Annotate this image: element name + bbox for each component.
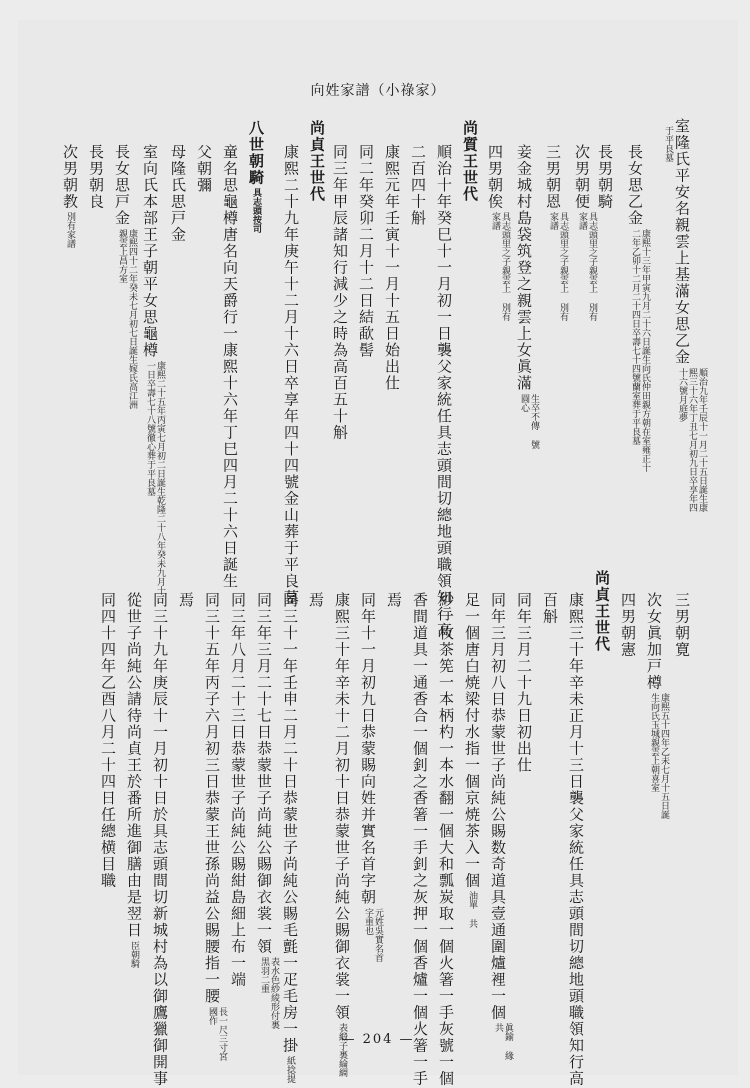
text-column: 紗一枚茶筅一本柄杓一本水翻一個大和瓢炭取一個火箸一手灰號一個 bbox=[437, 592, 455, 1087]
annotation: 別有家譜 bbox=[65, 212, 75, 248]
text-column: 長女思乙金康熙十三年甲寅九月二十六日誕生向氏仲田親方朝在室雍正十二年乙卯十二月二十四日卒壽七十四號蘭室葬于平良墓 bbox=[626, 144, 650, 472]
text-column: 足一個唐白焼梁付水指一個京焼茶入一個油單 共 bbox=[460, 592, 484, 931]
annotation: 順治九年壬辰十一月二十五日誕生康熙三十六年丁丑七月初九日卒享年四十六號月庭夢 bbox=[677, 367, 707, 512]
text-column: 次男朝教別有家譜 bbox=[58, 144, 82, 262]
text-column: 同年十一月初九日恭蒙賜向姓并實名首字朝元姓吳實名首字重也 bbox=[356, 592, 383, 968]
annotation: 康熙四十二年癸未七月初七日誕生嫁氏高江洲親雲上昌方室 bbox=[117, 228, 137, 409]
text-column: 同三十五年丙子六月初三日恭蒙王世孫尚益公賜腰指一腰長一尺三寸宮國作 bbox=[200, 592, 227, 1067]
text-column: 四男朝憲 bbox=[619, 592, 637, 658]
text-column: 焉 bbox=[307, 592, 325, 609]
text-column: 長男朝騎 bbox=[596, 144, 614, 210]
annotation: 臣朝騎 bbox=[129, 940, 139, 968]
annotation: 元姓吳實名首字重也 bbox=[363, 907, 383, 962]
annotation: 生卒不傳 號圓心 bbox=[519, 393, 539, 449]
annotation: 長一尺三寸宮國作 bbox=[207, 1006, 227, 1061]
page-title: 向姓家譜（小祿家） bbox=[310, 83, 446, 99]
text-column: 父朝彌 bbox=[195, 144, 213, 194]
section-heading: 尚貞王世代 bbox=[308, 120, 326, 203]
annotation: 具志頭按司 bbox=[251, 188, 261, 233]
text-column: 順治十年癸巳十一月初一日襲父家統任具志頭間切總地頭職領知行高 bbox=[435, 144, 453, 639]
text-column: 同三十一年壬申二月二十日恭蒙世子尚純公賜毛氈一疋毛房一掛紙捻提 bbox=[278, 592, 302, 1086]
text-column: 室隆氏平安名親雲上基滿女思乙金順治九年壬辰十一月二十五日誕生康熙三十六年丁丑七月初九日卒享年四十六號月庭夢 bbox=[670, 118, 707, 518]
text-column: 百斛 bbox=[541, 592, 559, 625]
section-heading: 尚貞王世代 bbox=[593, 570, 611, 653]
text-column: 康熙三十年辛未正月十三日襲父家統任具志頭間切總地頭職領知行高 bbox=[567, 592, 585, 1087]
annotation: 具志頭里之子親雲上 別有家譜 bbox=[490, 212, 510, 321]
text-column: 母隆氏思戸金 bbox=[169, 144, 187, 243]
annotation: 康熙十三年甲寅九月二十六日誕生向氏仲田親方朝在室雍正十二年乙卯十二月二十四日卒壽七十四號蘭室葬于平良墓 bbox=[630, 228, 650, 472]
annotation: 表水色紗綾形付裏黒羽二重 bbox=[259, 957, 279, 1029]
text-column: 四男朝俟具志頭里之子親雲上 別有家譜 bbox=[486, 144, 510, 321]
text-column: 室向氏本部王子朝平女思龜樽康熙二十五年丙寅七月初二日誕生乾隆二十八年癸未九月十一日卒壽七十八號徹心葬于平良墓 bbox=[138, 144, 165, 601]
text-column: 同三年三月二十七日恭蒙世子尚純公賜御衣裳一領表水色紗綾形付裏黒羽二重 bbox=[252, 592, 279, 1037]
text-column: 康熙元年壬寅十一月十五日始出仕 bbox=[383, 144, 401, 392]
text-column: 同三十九年庚辰十一月初十日於具志頭間切新城村為以御鷹獵御開事 bbox=[151, 592, 169, 1087]
annotation: 油單 共 bbox=[467, 891, 477, 928]
annotation: 康熙五十四年乙未七月十五日誕生向氏玉城親雲上朝喜室 bbox=[649, 693, 669, 819]
text-column: 三男朝恩具志頭里之子親雲上 別有家譜 bbox=[544, 144, 568, 321]
text-column: 童名思龜樽唐名向天爵行一康熙十六年丁巳四月二十六日誕生 bbox=[221, 144, 239, 590]
text-column: 三男朝寛 bbox=[673, 592, 691, 658]
text-column: 同年三月二十九日初出仕 bbox=[515, 592, 533, 774]
text-column: 妾金城村島袋筑登之親雲上女眞滿生卒不傳 號圓心 bbox=[512, 144, 539, 454]
section-heading: 尚質王世代 bbox=[461, 120, 479, 203]
text-column: 香間道具一通香合一個釗之香箸一手釗之灰押一個香爐一個火箸一手 bbox=[411, 592, 429, 1087]
annotation: 眞鍮 緣共 bbox=[493, 1023, 513, 1060]
annotation: 紙捻提 bbox=[285, 1056, 295, 1083]
text-column: 同四十四年乙酉八月二十四日任總横目職 bbox=[99, 592, 117, 889]
annotation: 康熙二十五年丙寅七月初二日誕生乾隆二十八年癸未九月十一日卒壽七十八號徹心葬于平良墓 bbox=[145, 360, 165, 595]
text-column: 康熙二十九年庚午十二月十六日卒享年四十四號金山葬于平良墓 bbox=[282, 144, 300, 606]
text-column: 焉 bbox=[177, 592, 195, 609]
text-column: 同三年甲辰諸知行減少之時為高百五十斛 bbox=[331, 144, 349, 441]
text-column: 同二年癸卯二月十二日結歃髻 bbox=[357, 144, 375, 359]
text-column bbox=[656, 124, 680, 162]
generation-heading: 八世朝騎具志頭按司 bbox=[244, 120, 268, 248]
text-column: 同年三月初八日恭蒙世子尚純公賜数奇道具壹通圍爐裡一個眞鍮 緣共 bbox=[486, 592, 513, 1063]
text-column: 次男朝便具志頭里之子親雲上 別有家譜 bbox=[573, 144, 597, 321]
annotation: 具志頭里之子親雲上 別有家譜 bbox=[548, 212, 568, 321]
text-column: 長女思戸金康熙四十二年癸未七月初七日誕生嫁氏高江洲親雲上昌方室 bbox=[113, 144, 137, 409]
text-column: 長男朝良 bbox=[87, 144, 105, 210]
text-column: 二百四十斛 bbox=[409, 144, 427, 227]
document-page bbox=[18, 20, 738, 1087]
text-column: 從世子尚純公請待尚貞王於番所進御膳由是翌日臣朝騎 bbox=[122, 592, 146, 981]
page-number: — 204 — bbox=[341, 1032, 415, 1047]
annotation: 于平良墓 bbox=[663, 126, 673, 162]
text-column: 焉 bbox=[385, 592, 403, 609]
annotation: 具志頭里之子親雲上 別有家譜 bbox=[577, 212, 597, 321]
text-column: 同三年八月二十三日恭蒙世子尚純公賜紺島細上布一端 bbox=[229, 592, 247, 988]
annotation: 表緞子裏綸綢 bbox=[337, 1023, 347, 1077]
text-column: 次女眞加戸樽康熙五十四年乙未七月十五日誕生向氏玉城親雲上朝喜室 bbox=[642, 592, 669, 823]
text-column: 康熙三十年辛未十二月初十日恭蒙世子尚純公賜御衣裳一領表緞子裏綸綢 bbox=[330, 592, 354, 1083]
